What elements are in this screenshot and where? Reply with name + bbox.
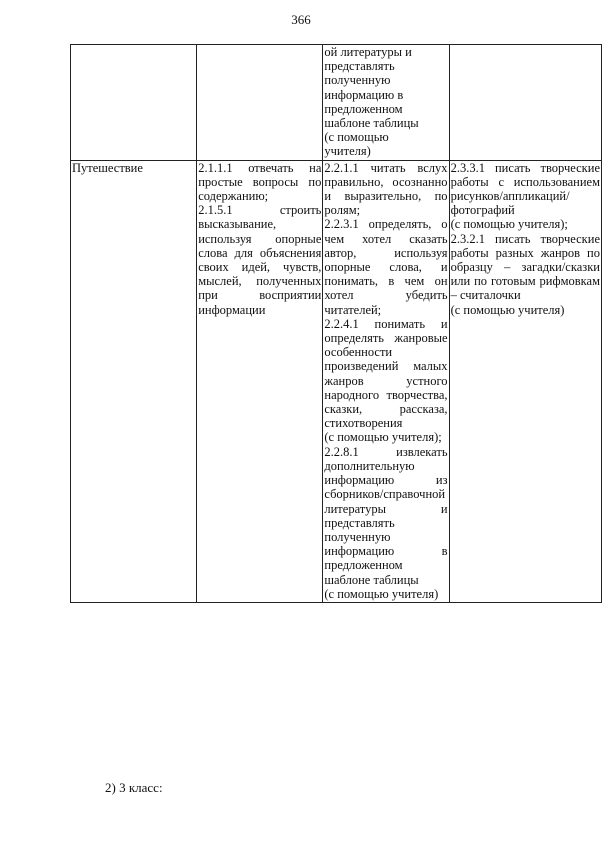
section-heading: 2) 3 класс: xyxy=(105,780,163,795)
curriculum-table xyxy=(70,44,602,603)
reading-goals-continued: ой литературы и представлять полученную информацию в предложенном шаблоне таблицы (с помощью учителя) xyxy=(324,45,419,159)
table-row xyxy=(71,160,602,602)
table-cell xyxy=(323,45,449,161)
table-cell xyxy=(449,45,601,161)
table-cell xyxy=(71,45,197,161)
topic-cell: Путешествие xyxy=(71,160,197,602)
table-row xyxy=(71,45,602,161)
speaking-goals-cell: 2.1.1.1 отвечать на простые вопросы по содержанию; 2.1.5.1 строить высказывание, используя опорные слова для объяснения своих идей, чувств, мыслей, полученных при восприятии информации xyxy=(197,160,323,602)
reading-goals-cell: 2.2.1.1 читать вслух правильно, осознанно и выразительно, по ролям; 2.2.3.1 определять, о чем хотел сказать автор, используя опорные слова, и понимать, в чем он хотел убедить читателей; 2.2.4.1 понимать и определять жанровые особенности произведений малых жанров устного народного творчества, сказки, рассказа, стихотворения (с помощью учителя); 2.2.8.1 извлекать дополнительную информацию из сборников/справочной литературы и представлять полученную информацию в предложенном шаблоне таблицы (с помощью учителя) xyxy=(324,160,448,601)
table-cell xyxy=(197,45,323,161)
writing-goals-cell: 2.3.3.1 писать творческие работы с использованием рисунков/аппликаций/фотографий (с помощью учителя); 2.3.2.1 писать творческие работы разных жанров по образцу – загадки/сказки или по готовым рифмовкам – считалочки (с помощью учителя) xyxy=(449,160,601,602)
page-number: 366 xyxy=(291,12,311,27)
